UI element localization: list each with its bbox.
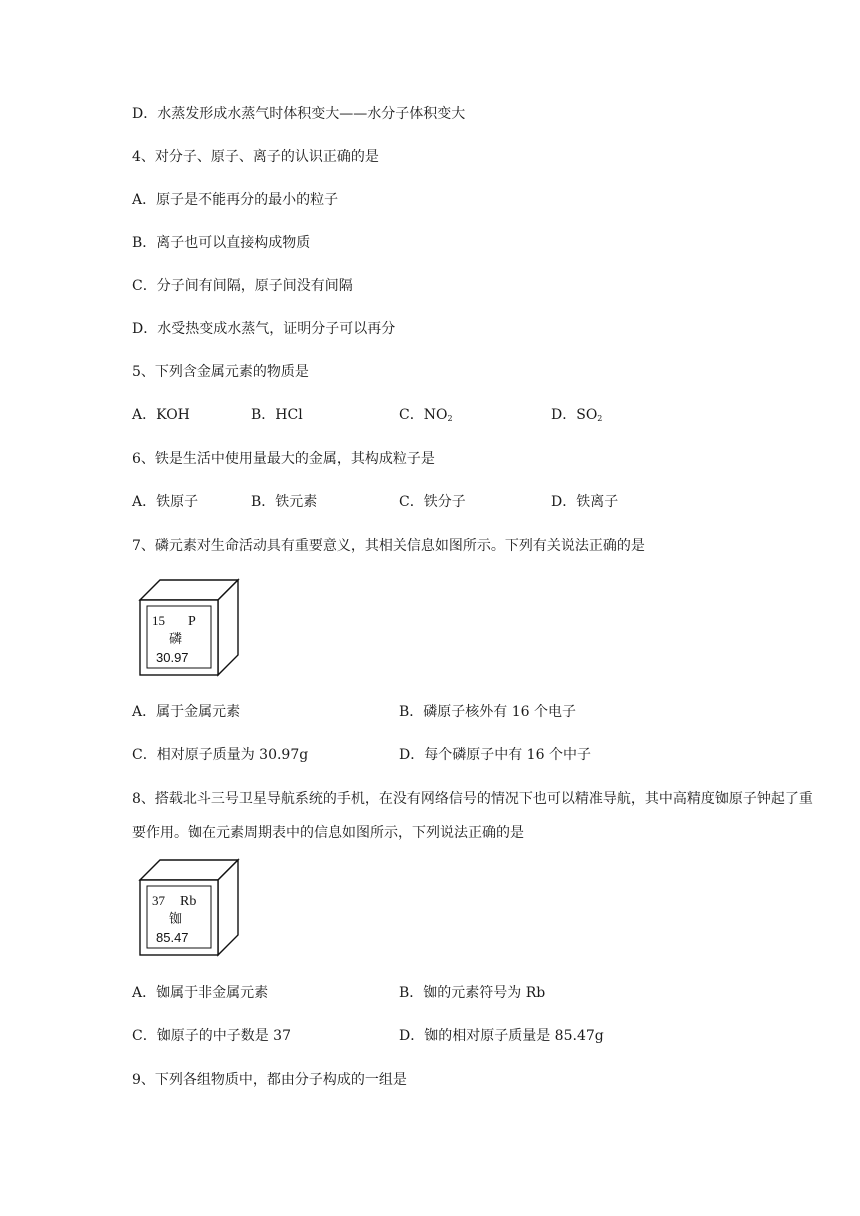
q5-option-c-text: C．NO [399,407,448,423]
q7-atomic-mass: 30.97 [156,650,189,665]
q5-option-d-subscript: 2 [597,414,603,423]
q7-phosphorus-element-card [138,578,242,678]
q7-option-d: D．每个磷原子中有 16 个中子 [399,747,591,763]
q4-option-c: C．分子间有间隔，原子间没有间隔 [132,278,353,294]
q6-option-b: B．铁元素 [251,494,318,510]
q7-option-c: C．相对原子质量为 30.97g [132,747,309,763]
q7-option-b: B．磷原子核外有 16 个电子 [399,704,577,720]
q8-option-b: B．铷的元素符号为 Rb [399,985,546,1001]
q6-option-c: C．铁分子 [399,494,466,510]
q6-option-a: A．铁原子 [132,494,199,510]
q5-option-d-text: D．SO [551,407,598,423]
q5-option-c [399,405,453,429]
q8-element-name: 铷 [169,912,183,927]
q5-option-b: B．HCl [251,407,303,423]
q3-option-d: D．水蒸发形成水蒸气时体积变大——水分子体积变大 [132,106,466,122]
q8-option-d: D．铷的相对原子质量是 85.47g [399,1028,604,1044]
q4-option-d: D．水受热变成水蒸气，证明分子可以再分 [132,321,396,337]
q4-option-b: B．离子也可以直接构成物质 [132,235,311,251]
q6-option-d: D．铁离子 [551,494,619,510]
q8-option-c: C．铷原子的中子数是 37 [132,1028,291,1044]
q7-stem: 7、磷元素对生命活动具有重要意义，其相关信息如图所示。下列有关说法正确的是 [132,538,645,554]
q8-element-symbol: Rb [180,894,197,909]
q5-option-a: A．KOH [132,407,190,423]
q8-rubidium-element-card [138,858,242,958]
q9-stem: 9、下列各组物质中，都由分子构成的一组是 [132,1072,407,1088]
q4-option-a: A．原子是不能再分的最小的粒子 [132,192,339,208]
q6-stem: 6、铁是生活中使用量最大的金属，其构成粒子是 [132,451,435,467]
q7-option-a: A．属于金属元素 [132,704,241,720]
q5-stem: 5、下列含金属元素的物质是 [132,364,309,380]
q8-atomic-mass: 85.47 [156,930,189,945]
q7-atomic-number: 15 [152,613,165,628]
q8-option-a: A．铷属于非金属元素 [132,985,269,1001]
q8-atomic-number: 37 [152,893,165,908]
q7-element-symbol: P [188,614,196,629]
q5-option-c-subscript: 2 [447,414,453,423]
q7-element-name: 磷 [169,632,183,647]
q8-stem: 8、搭载北斗三号卫星导航系统的手机，在没有网络信号的情况下也可以精准导航，其中高精度铷原子钟起了重要作用。铷在元素周期表中的信息如图所示，下列说法正确的是 [132,791,813,841]
q5-option-d [551,405,602,429]
q4-stem: 4、对分子、原子、离子的认识正确的是 [132,149,379,165]
